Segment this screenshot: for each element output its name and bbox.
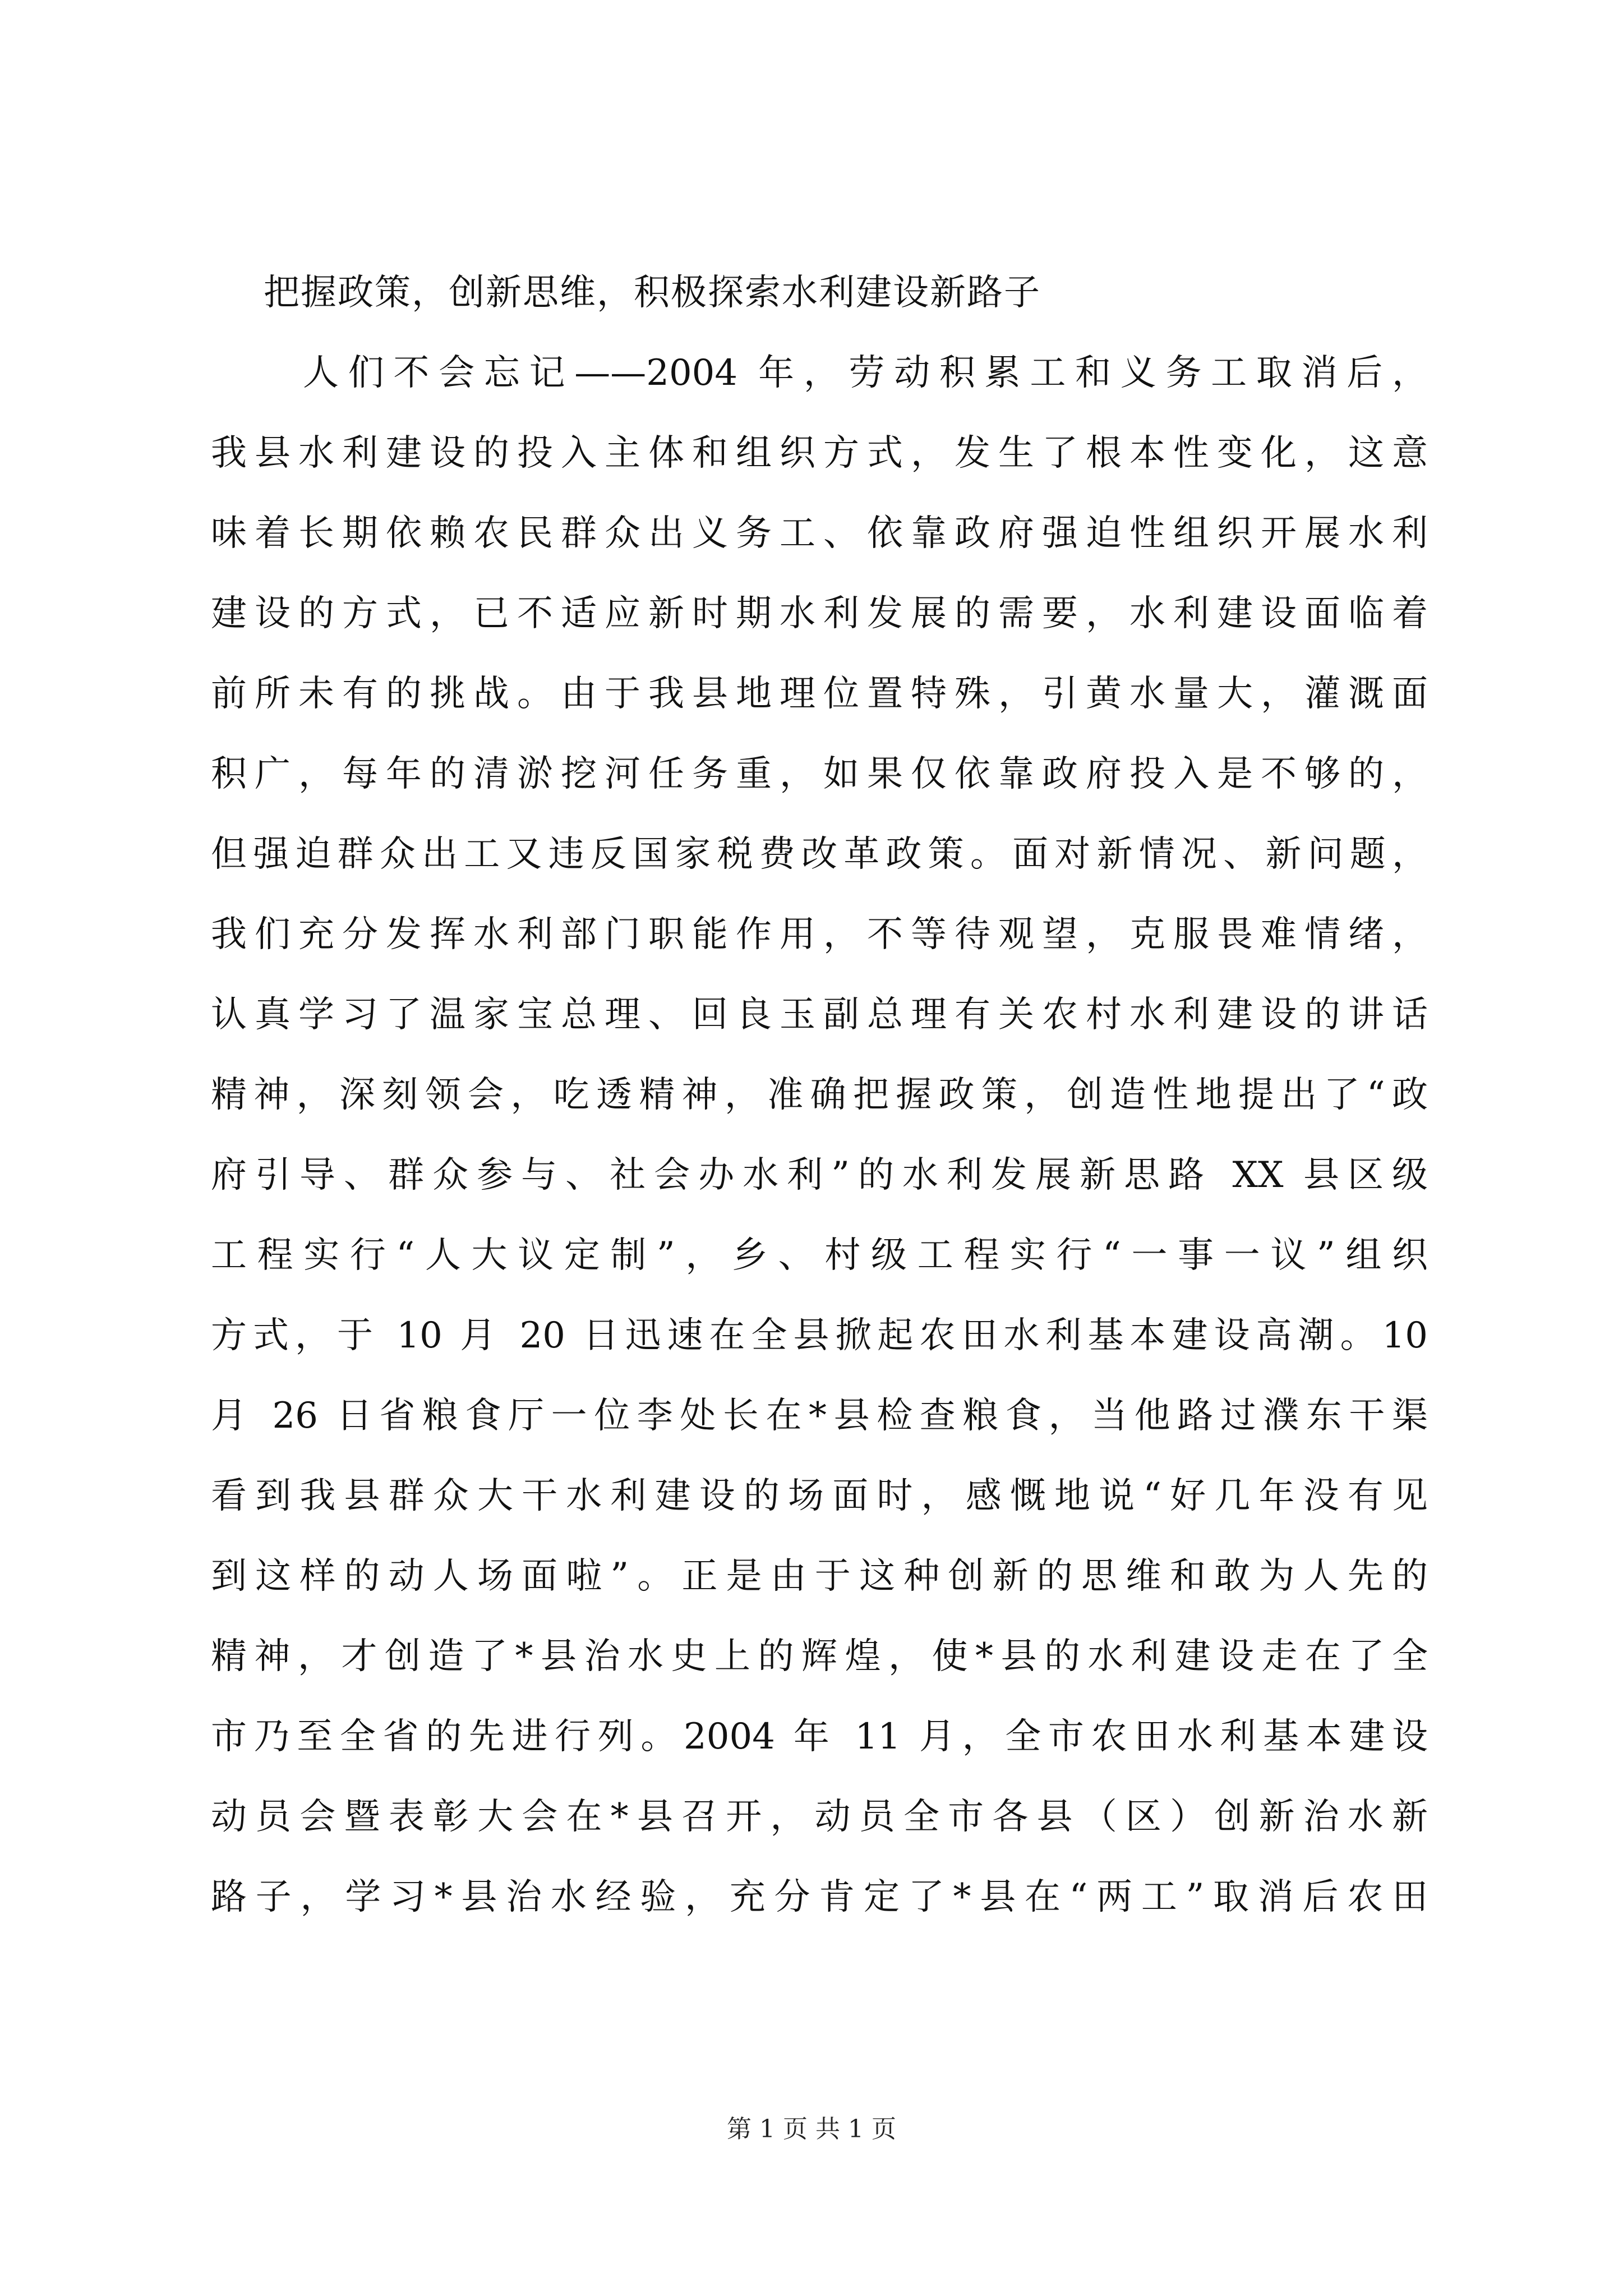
body-line: 前所未有的挑战。由于我县地理位置特殊，引黄水量大，灌溉面 bbox=[211, 673, 1428, 715]
body-line: 方式，于 10 月 20 日迅速在全县掀起农田水利基本建设高潮。10 bbox=[211, 1315, 1428, 1356]
body-line: 市乃至全省的先进行列。2004 年 11 月，全市农田水利基本建设 bbox=[211, 1716, 1428, 1757]
body-line: 看到我县群众大干水利建设的场面时，感慨地说“好几年没有见 bbox=[211, 1475, 1428, 1517]
body-line: 人们不会忘记——2004 年，劳动积累工和义务工取消后， bbox=[303, 352, 1428, 394]
body-line: 到这样的动人场面啦”。正是由于这种创新的思维和敢为人先的 bbox=[211, 1556, 1428, 1597]
body-line: 府引导、群众参与、社会办水利”的水利发展新思路 XX 县区级 bbox=[211, 1154, 1428, 1196]
body-line: 精神，深刻领会，吃透精神，准确把握政策，创造性地提出了“政 bbox=[211, 1074, 1428, 1116]
body-line: 月 26 日省粮食厅一位李处长在*县检查粮食，当他路过濮东干渠 bbox=[211, 1395, 1428, 1437]
body-line: 但强迫群众出工又违反国家税费改革政策。面对新情况、新问题， bbox=[211, 834, 1428, 875]
body-line: 积广，每年的清淤挖河任务重，如果仅依靠政府投入是不够的， bbox=[211, 753, 1428, 795]
body-line: 味着长期依赖农民群众出义务工、依靠政府强迫性组织开展水利 bbox=[211, 513, 1428, 554]
body-line: 认真学习了温家宝总理、回良玉副总理有关农村水利建设的讲话 bbox=[211, 994, 1428, 1036]
page-footer: 第 1 页 共 1 页 bbox=[727, 2115, 896, 2143]
body-line: 动员会暨表彰大会在*县召开，动员全市各县（区）创新治水新 bbox=[211, 1796, 1428, 1838]
body-line: 我县水利建设的投入主体和组织方式，发生了根本性变化，这意 bbox=[211, 432, 1428, 474]
document-heading: 把握政策，创新思维，积极探索水利建设新路子 bbox=[264, 272, 1041, 314]
body-line: 路子，学习*县治水经验，充分肯定了*县在“两工”取消后农田 bbox=[211, 1876, 1428, 1918]
body-line: 我们充分发挥水利部门职能作用，不等待观望，克服畏难情绪， bbox=[211, 914, 1428, 955]
body-line: 工程实行“人大议定制”，乡、村级工程实行“一事一议”组织 bbox=[211, 1235, 1428, 1276]
body-line: 建设的方式，已不适应新时期水利发展的需要，水利建设面临着 bbox=[211, 593, 1428, 634]
body-line: 精神，才创造了*县治水史上的辉煌，使*县的水利建设走在了全 bbox=[211, 1636, 1428, 1677]
